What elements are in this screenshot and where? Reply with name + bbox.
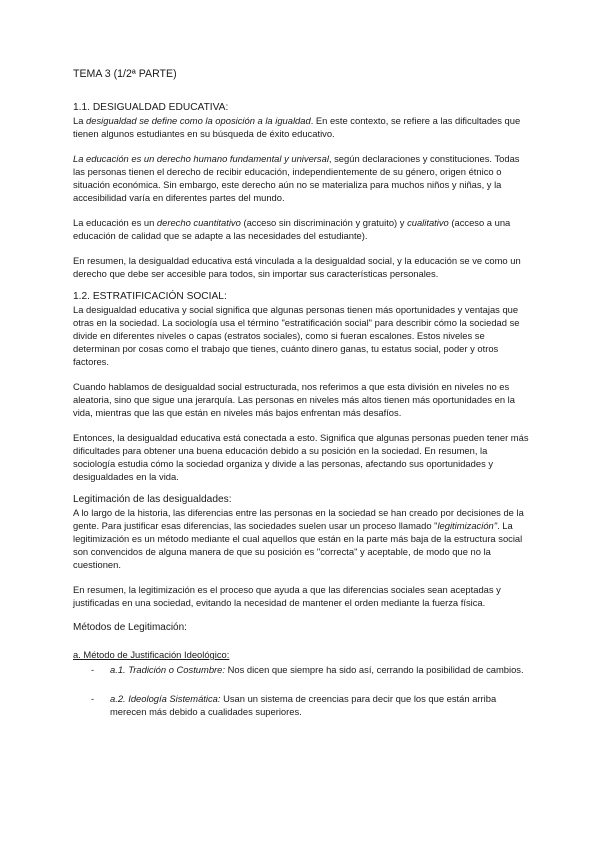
- text-run: La: [73, 115, 87, 126]
- text-run: (acceso sin discriminación y gratuito) y: [240, 217, 408, 228]
- text-run: (acceso a una educación de calidad que se adapte a las necesidades del estudiante).: [73, 217, 511, 241]
- list-dash: -: [91, 664, 95, 675]
- item-text: Nos dicen que siempre ha sido así, cerrando la posibilidad de cambios.: [224, 664, 524, 675]
- paragraph-legitimacion-1: [73, 506, 529, 571]
- italic-run: legitimización": [437, 520, 498, 531]
- italic-run: cualitativo: [407, 217, 449, 228]
- paragraph-resumen-1: En resumen, la desigualdad educativa está vinculada a la desigualdad social, y la educación se ve como un derecho que debe ser accesible para todos, sin importar sus características personales.: [73, 255, 521, 279]
- text-run: . En este contexto, se refiere a las dificultades que tienen algunos estudiantes en su búsqueda de éxito educativo.: [73, 115, 521, 139]
- method-heading-a: a. Método de Justificación Ideológico:: [73, 649, 230, 660]
- text-run: , según declaraciones y constituciones. Todas las personas tienen el derecho de recibir educación, independientemente de su género, origen étnico o situación económica. Sin embargo, este derecho aún no se materializa para muchos niños y niñas, y la accesibilidad varía en diferentes partes del mundo.: [73, 153, 520, 203]
- paragraph-estratificacion-3: Entonces, la desigualdad educativa está conectada a esto. Significa que algunas personas pueden tener más dificultades para obtener una buena educación debido a su posición en la sociedad. En resumen, la sociología estudia cómo la sociedad organiza y divide a las personas, afectando sus oportunidades y desigualdades en la vida.: [73, 432, 529, 482]
- method-list: [73, 663, 529, 718]
- paragraph-cuantitativo: [73, 216, 529, 242]
- italic-run: La educación es un derecho humano fundamental y universal: [73, 153, 329, 164]
- paragraph-derecho: [73, 152, 529, 204]
- italic-run: desigualdad se define como la oposición a la igualdad: [86, 115, 311, 126]
- paragraph-legitimacion-2: En resumen, la legitimización es el proceso que ayuda a que las diferencias sociales sean aceptadas y justificadas en una sociedad, evitando la necesidad de mantener el orden mediante la fuerza física.: [73, 584, 501, 608]
- section-heading-estratificacion: 1.2. ESTRATIFICACIÓN SOCIAL:: [73, 291, 227, 302]
- paragraph-estratificacion-1: La desigualdad educativa y social significa que algunas personas tienen más oportunidades y ventajas que otras en la sociedad. La sociología usa el término "estratificación social" para describir cómo la sociedad se divide en diferentes niveles o capas (estratos sociales), como si fueran escalones. Estos niveles se determinan por cosas como el trabajo que tienes, cuánto dinero ganas, tu estatus social, poder y otros factores.: [73, 304, 520, 367]
- methods-title: Métodos de Legitimación:: [73, 622, 187, 633]
- text-run: . La legitimización es un método mediante el cual aquellos que están en la parte más baja de la estructura social son convencidos de alguna manera de que su posición es "correcta" y aceptable, de modo que no la cuestionen.: [73, 520, 523, 570]
- item-text: Usan un sistema de creencias para decir que los que están arriba merecen más debido a cualidades superiores.: [110, 693, 497, 717]
- text-run: A lo largo de la historia, las diferencias entre las personas en la sociedad se han creado por decisiones de la gente. Para justificar esas diferencias, las sociedades suelen usar un proceso llamado ": [73, 507, 524, 531]
- list-item: [73, 692, 529, 718]
- list-item: [73, 663, 529, 676]
- paragraph-definicion: [73, 114, 529, 140]
- item-label: a.1. Tradición o Costumbre:: [110, 664, 225, 675]
- paragraph-estratificacion-2: Cuando hablamos de desigualdad social estructurada, nos referimos a que esta división en niveles no es aleatoria, sino que sigue una jerarquía. Las personas en niveles más altos tienen más oportunidades en la vida, mientras que las que están en niveles más bajos enfrentan más desafíos.: [73, 381, 515, 418]
- page-title: TEMA 3 (1/2ª PARTE): [73, 68, 177, 80]
- item-label: a.2. Ideología Sistemática:: [110, 693, 221, 704]
- section-heading-desigualdad: 1.1. DESIGUALDAD EDUCATIVA:: [73, 102, 229, 113]
- text-run: La educación es un: [73, 217, 157, 228]
- section-heading-legitimacion: Legitimación de las desigualdades:: [73, 494, 232, 505]
- list-dash: -: [91, 693, 95, 704]
- document-page: [73, 68, 529, 734]
- italic-run: derecho cuantitativo: [156, 217, 241, 228]
